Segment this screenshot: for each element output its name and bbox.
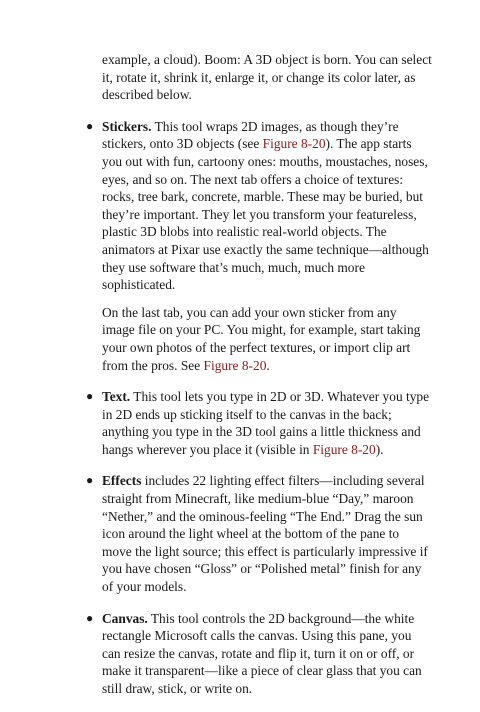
canvas-text: This tool controls the 2D background—the white rectangle Microsoft calls the canvas. Using this pane, you can resize the canvas, rotate and flip it, turn it on or off, or make it transparent—like a piece of clear glass that you can still draw, stick, or write on. <box>102 610 422 696</box>
bullet-icon: ● <box>86 118 94 133</box>
figure-link[interactable]: Figure 8-20 <box>203 357 267 373</box>
bullet-icon: ● <box>86 389 94 404</box>
effects-paragraph <box>102 472 432 595</box>
term-stickers: Stickers. <box>102 118 152 134</box>
canvas-paragraph <box>102 610 432 698</box>
term-effects: Effects <box>102 473 142 489</box>
stickers-sub-paragraph <box>102 304 432 374</box>
effects-text: includes 22 lighting effect filters—including several straight from Minecraft, like medium-blue “Day,” maroon “Nether,” and the ominous-feeling “The End.” Drag the sun icon around the light wheel at the bottom of the pane to move the light source; this effect is particularly impressive if you have chosen “Gloss” or “Polished metal” finish for any of your models. <box>102 473 428 595</box>
text-paragraph <box>102 388 432 458</box>
figure-link[interactable]: Figure 8-20 <box>262 136 326 152</box>
stickers-text-a: This tool wraps 2D images, as though they’re stickers, onto 3D objects (see <box>102 118 399 152</box>
stickers-sub-text-a: On the last tab, you can add your own sticker from any image file on your PC. You might, for example, start taking your own photos of the perfect textures, or import clip art from the pros. See <box>102 304 421 373</box>
list-item-text <box>86 388 432 458</box>
bullet-icon: ● <box>86 610 94 625</box>
stickers-text-b: ). The app starts you out with fun, cartoony ones: mouths, moustaches, noses, eyes, and so on. The next tab offers a choice of textures: rocks, tree bark, concrete, marble. These may be buried, but they’re important. They let you transform your featureless, plastic 3D blobs into realistic real-world objects. The animators at Pixar use exactly the same technique—although they use software that’s much, much, much more sophisticated. <box>102 136 429 293</box>
stickers-paragraph <box>102 118 432 294</box>
tool-list <box>86 118 432 698</box>
figure-link[interactable]: Figure 8-20 <box>312 441 376 457</box>
list-item-effects <box>86 472 432 595</box>
text-text-a: This tool lets you type in 2D or 3D. Whatever you type in 2D ends up sticking itself to the canvas in the back; anything you type in the 3D tool gains a little thickness and hangs wherever you place it (visible in <box>102 389 430 457</box>
term-canvas: Canvas. <box>102 610 148 626</box>
list-item-canvas <box>86 610 432 698</box>
page-body <box>86 51 432 712</box>
list-item-stickers <box>86 118 432 374</box>
bullet-icon: ● <box>86 473 94 488</box>
text-text-b: ). <box>375 441 384 457</box>
stickers-sub-text-b: . <box>266 357 270 373</box>
term-text: Text. <box>102 389 131 405</box>
intro-paragraph: example, a cloud). Boom: A 3D object is born. You can select it, rotate it, shrink it, enlarge it, or change its color later, as described below. <box>102 52 432 103</box>
